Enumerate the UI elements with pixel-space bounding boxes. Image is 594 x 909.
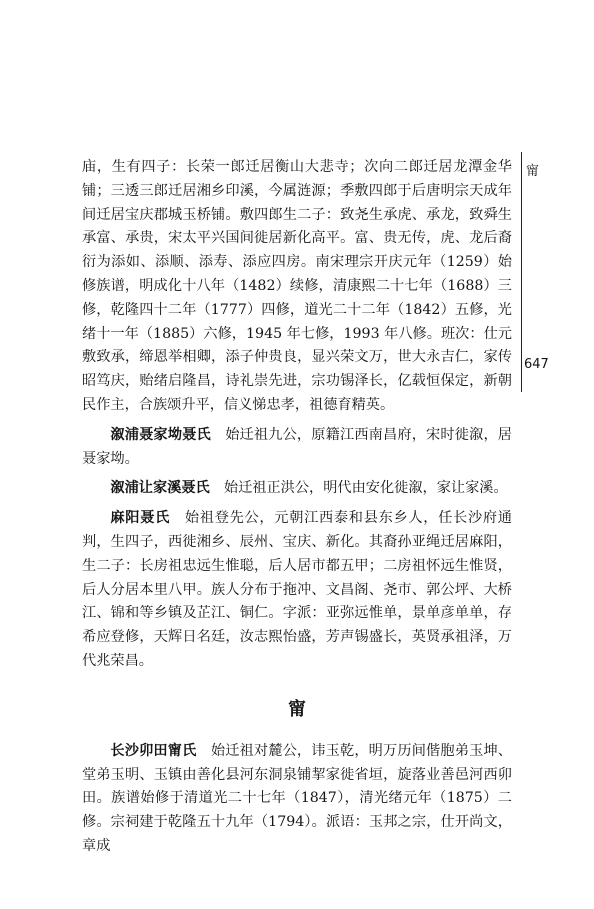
entry-text: 始迁祖对麓公，讳玉乾，明万历间偕胞弟玉坤、堂弟玉明、玉镇由善化县河东洞泉铺挈家徙省垣，旋落业善邑河西卯田。族谱始修于清道光二十七年（1847），清光绪元年（1875）二修。宗祠建于乾隆五十九年（1794）。派语：玉邦之宗，仕开尚文，章成 (82, 742, 512, 854)
section-heading: 甯 (288, 698, 306, 720)
entry-text: 始迁祖正洪公，明代由安化徙溆，家让家溪。 (223, 480, 508, 497)
paragraph-3 (82, 477, 512, 501)
paragraph-4 (82, 507, 512, 674)
entry-title: 麻阳聂氏 (110, 510, 170, 527)
entry-title: 长沙卯田甯氏 (110, 742, 197, 759)
paragraph-2 (82, 424, 512, 472)
paragraph-5 (82, 740, 512, 859)
margin-rule (521, 152, 522, 392)
entry-text: 始祖登先公，元朝江西泰和县东乡人，任长沙府通判，生四子，西徙湘乡、辰州、宝庆、新化。其裔孙亚绳迁居麻阳，生二子：长房祖忠远生惟聪，后人居市都五甲；二房祖怀远生惟贤，后人分居本里八甲。族人分布于拖冲、文昌阁、尧市、郭公坪、大桥江、锦和等乡镇及芷江、铜仁。字派：亚弥远惟单，景单彦单单，存希应登修，天辉日名廷，汝志熙怡盛，芳声锡盛长，英贤承祖泽，万代兆荣昌。 (82, 510, 512, 669)
entry-title: 溆浦聂家坳聂氏 (110, 426, 211, 443)
paragraph-1: 庙，生有四子：长荣一郎迁居衡山大悲寺；次向二郎迁居龙潭金华铺；三透三郎迁居湘乡印溪，今属涟源；季敷四郎于后唐明宗天成年间迁居宝庆郡城玉桥铺。敷四郎生二子：致尧生承虎、承龙，致舜生承富、承贵，宋太平兴国间徙居新化高平。富、贵无传，虎、龙后裔衍为添如、添顺、添寿、添应四房。南宋理宗开庆元年（1259）始修族谱，明成化十八年（1482）续修，清康熙二十七年（1688）三修，乾隆四十二年（1777）四修，道光二十二年（1842）五修，光绪十一年（1885）六修，1945 年七修，1993 年八修。班次：仕元敷致承，缔恩举相卿，添子仲贵良，显兴荣文万，世大永吉仁，家传昭笃庆，贻绪启隆昌，诗礼崇先进，宗功锡泽长，亿载恒保定，新朝民作主，合族颂升平，信义悌忠孝，祖德育精英。 (82, 159, 512, 413)
margin-section-label: 甯 (526, 164, 540, 179)
entry-title: 溆浦让家溪聂氏 (110, 480, 210, 497)
entry-text: 始迁祖九公，原籍江西南昌府，宋时徙溆，居聂家坳。 (82, 426, 512, 467)
page-number: 647 (524, 357, 549, 372)
document-body (82, 156, 512, 859)
